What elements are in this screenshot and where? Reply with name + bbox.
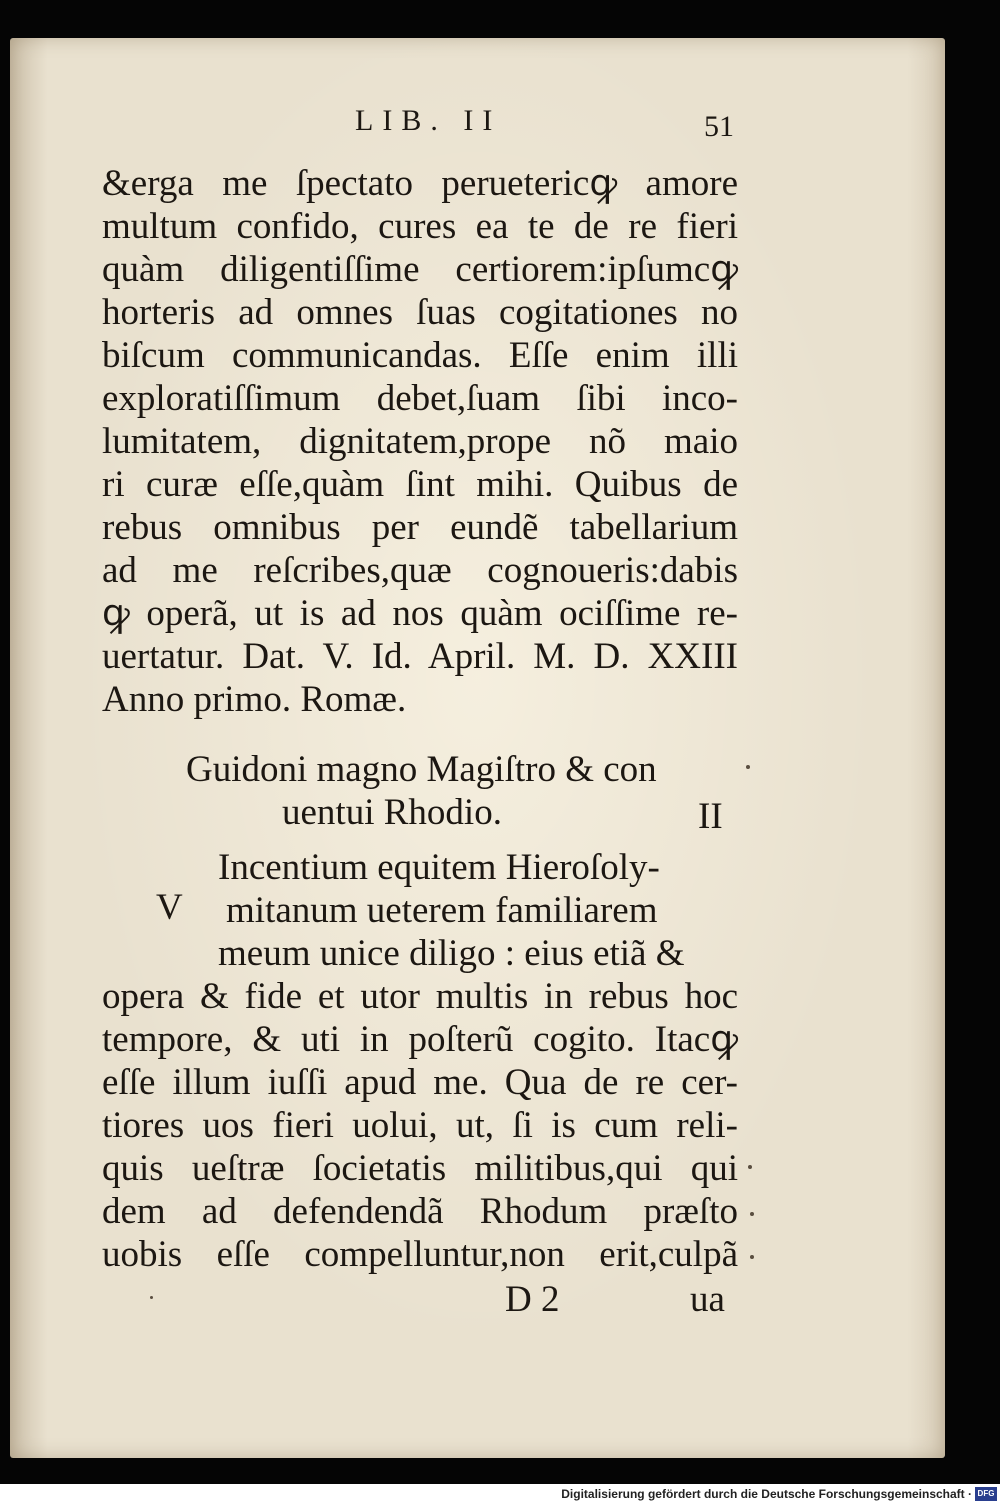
heading-line-two: uentui Rhodio. (282, 792, 502, 833)
text-line: Anno primo. Romæ. (102, 679, 407, 720)
text-line: eſſe illum iuſſi apud me. Qua de re cer- (102, 1062, 738, 1103)
dfg-logo-icon: DFG (975, 1487, 997, 1501)
paper-speck (150, 1296, 153, 1299)
text-line: tempore, & uti in poſterũ cogito. Itacꝙ (102, 1019, 738, 1060)
paper-speck (750, 1255, 754, 1259)
letter-number: II (698, 796, 723, 837)
text-line: ad me reſcribes,quæ cognoueris:dabis (102, 550, 738, 591)
text-line: quàm diligentiſſime certiorem:ipſumcꝙ (102, 249, 738, 290)
text-line: opera & fide et utor multis in rebus hoc (102, 976, 738, 1017)
text-line: quis ueſtræ ſocietatis militibus,qui qui (102, 1148, 738, 1189)
text-line: horteris ad omnes ſuas cogitationes no (102, 292, 738, 333)
text-line: mitanum ueterem familiarem (226, 890, 658, 931)
drop-initial: V (156, 887, 183, 928)
paper-speck (750, 1212, 754, 1216)
page-number: 51 (704, 110, 734, 143)
text-line: &erga me ſpectato peruetericꝙ amore (102, 163, 738, 204)
paper-speck (748, 1165, 752, 1169)
catchword: ua (690, 1279, 725, 1320)
text-line: Incentium equitem Hieroſoly- (218, 847, 660, 888)
signature-mark: D 2 (505, 1279, 560, 1320)
paper-speck (746, 765, 750, 769)
text-line: ꝙ operã, ut is ad nos quàm ociſſime re- (102, 593, 738, 634)
text-line: rebus omnibus per eundẽ tabellarium (102, 507, 738, 548)
text-line: multum confido, cures ea te de re fieri (102, 206, 738, 247)
text-line: exploratiſſimum debet,ſuam ſibi inco- (102, 378, 738, 419)
text-line: uobis eſſe compelluntur,non erit,culpã (102, 1234, 738, 1275)
text-line: ri curæ eſſe,quàm ſint mihi. Quibus de (102, 464, 738, 505)
heading-line-one: Guidoni magno Magiſtro & con (186, 749, 657, 790)
text-line: lumitatem, dignitatem,prope nõ maio (102, 421, 738, 462)
text-line: meum unice diligo : eius etiã & (218, 933, 685, 974)
running-head-title: LIB. II (355, 104, 502, 137)
text-line: tiores uos fieri uolui, ut, ſi is cum reli- (102, 1105, 738, 1146)
funding-credit: Digitalisierung gefördert durch die Deutsche Forschungsgemeinschaft · (561, 1487, 972, 1501)
text-line: dem ad defendendã Rhodum præſto (102, 1191, 738, 1232)
text-line: uertatur. Dat. V. Id. April. M. D. XXIII (102, 636, 738, 677)
text-line: biſcum communicandas. Eſſe enim illi (102, 335, 738, 376)
